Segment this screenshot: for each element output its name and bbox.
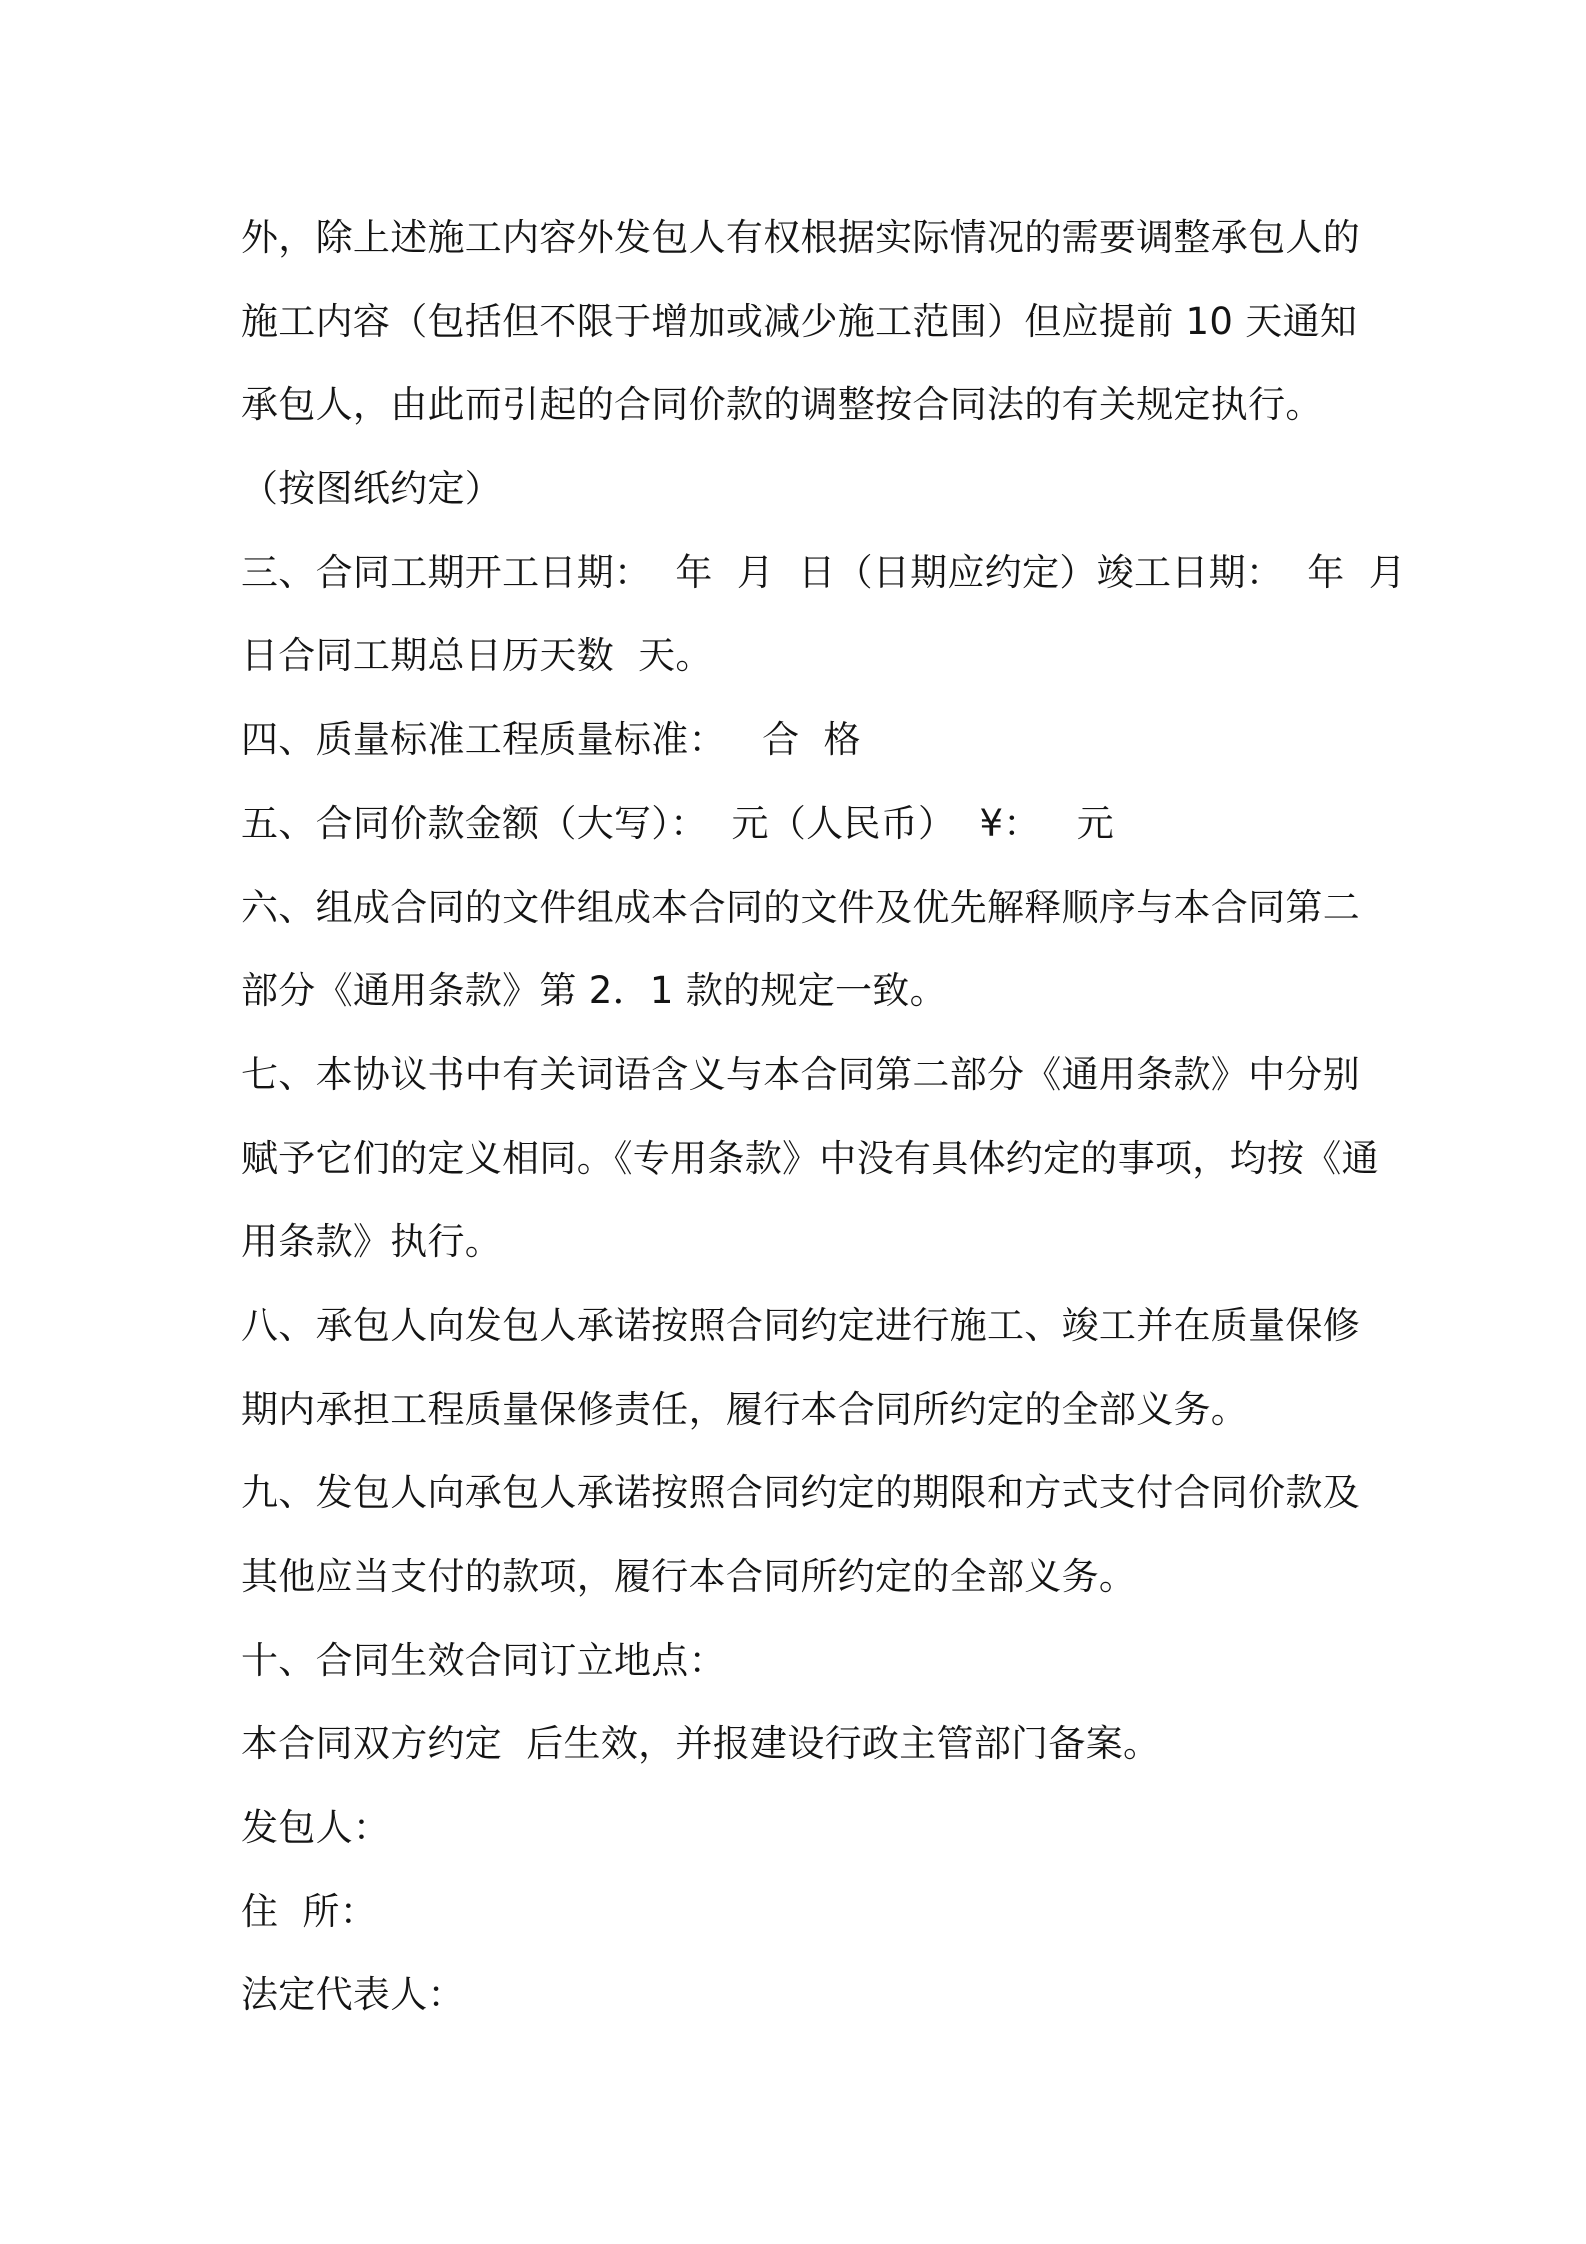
text-line: 期内承担工程质量保修责任，履行本合同所约定的全部义务。 [241, 1387, 1249, 1431]
clause-3-line: 三、合同工期开工日期： 年 月 日（日期应约定）竣工日期： 年 月 [241, 550, 1407, 594]
text-line: 施工内容（包括但不限于增加或减少施工范围）但应提前 10 天通知 [241, 299, 1358, 343]
clause-8-line: 八、承包人向发包人承诺按照合同约定进行施工、竣工并在质量保修 [241, 1303, 1360, 1347]
legal-representative-label: 法定代表人： [241, 1973, 465, 2017]
text-line: 承包人，由此而引起的合同价款的调整按合同法的有关规定执行。 [241, 383, 1323, 427]
address-label: 住 所： [241, 1889, 378, 1933]
text-line: 外，除上述施工内容外发包人有权根据实际情况的需要调整承包人的 [241, 216, 1360, 259]
clause-6-line: 六、组成合同的文件组成本合同的文件及优先解释顺序与本合同第二 [241, 885, 1360, 929]
document-body [241, 196, 1407, 2037]
text-line: 其他应当支付的款项，履行本合同所约定的全部义务。 [241, 1555, 1137, 1598]
clause-7-line: 七、本协议书中有关词语含义与本合同第二部分《通用条款》中分别 [241, 1052, 1360, 1096]
text-line: 赋予它们的定义相同。《专用条款》中没有具体约定的事项，均按《通 [241, 1136, 1379, 1180]
text-line: 日合同工期总日历天数 天。 [241, 634, 713, 678]
text-line: （按图纸约定） [241, 467, 503, 511]
employer-label: 发包人： [241, 1806, 391, 1850]
clause-9-line: 九、发包人向承包人承诺按照合同约定的期限和方式支付合同价款及 [241, 1471, 1360, 1515]
clause-4-line: 四、质量标准工程质量标准： 合 格 [241, 718, 861, 762]
text-line: 用条款》执行。 [241, 1220, 503, 1264]
text-line: 本合同双方约定 后生效，并报建设行政主管部门备案。 [241, 1722, 1161, 1766]
text-line: 部分《通用条款》第 2．1 款的规定一致。 [241, 969, 947, 1013]
clause-5-line: 五、合同价款金额（大写）： 元（人民币） ¥： 元 [241, 801, 1115, 845]
clause-10-line: 十、合同生效合同订立地点： [241, 1638, 726, 1682]
